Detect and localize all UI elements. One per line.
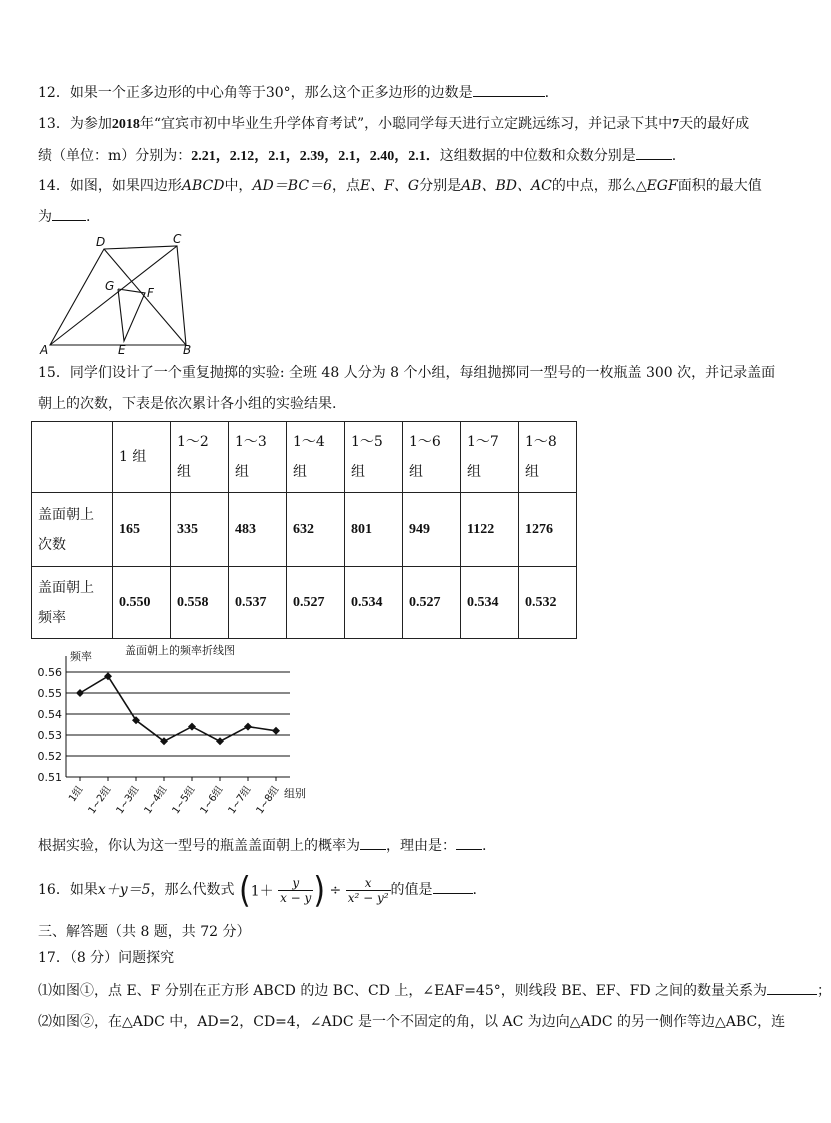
right-paren: ) xyxy=(313,869,326,911)
x-tick-label: 1~8组 xyxy=(254,784,282,817)
question-15-line2: 朝上的次数，下表是依次累计各小组的实验结果. xyxy=(38,396,337,412)
series-line xyxy=(80,676,276,741)
y-tick-label: 0.51 xyxy=(37,771,62,784)
frequency-table xyxy=(31,421,577,639)
data-point xyxy=(272,727,280,735)
question-13-line1: 13．为参加2018年“宜宾市初中毕业生升学体育考试”，小聪同学每天进行立定跳远练习，并记录下其中7天的最好成 xyxy=(38,116,750,132)
y-tick-label: 0.54 xyxy=(37,708,62,721)
table-row-counts: 盖面朝上 次数 165 335 483 632 801 949 1122 1276 xyxy=(32,493,577,567)
x-tick-label: 1~2组 xyxy=(86,784,114,817)
x-tick-label: 1~4组 xyxy=(142,784,170,817)
question-15-line1: 15．同学们设计了一个重复抛掷的实验: 全班 48 人分为 8 个小组，每组抛掷同一型号的一枚瓶盖 300 次，并记录盖面 xyxy=(38,365,776,381)
label-a: A xyxy=(40,343,49,357)
answer-blank xyxy=(52,206,86,221)
x-tick-label: 1~5组 xyxy=(170,784,198,817)
figure-14-quadrilateral xyxy=(38,232,198,357)
section-3-heading: 三、解答题（共 8 题，共 72 分） xyxy=(38,924,251,940)
x-tick-label: 1~7组 xyxy=(226,784,254,817)
answer-blank xyxy=(360,835,386,850)
left-paren: ( xyxy=(239,869,251,911)
table-corner-cell xyxy=(32,422,113,493)
label-g: G xyxy=(105,279,115,293)
question-16: 16．如果x＋y＝5，那么代数式 (1＋ $\frac{y}{x - y}$ ) ÷ $\frac{x}{\text{x² − y²}}$ 的值是 . xyxy=(38,869,477,911)
fraction-2: $\frac{x}{\text{x² − y²}}$ xyxy=(347,875,389,905)
question-17-title: 17．（8 分）问题探究 xyxy=(38,950,175,966)
triangle-egf xyxy=(118,289,145,341)
answer-blank xyxy=(473,82,545,97)
chart-xlabel: 组别 xyxy=(284,787,306,800)
expression: (1＋ $\frac{y}{x - y}$ ) ÷ $\frac{x}{\text{x² − y²}}$ xyxy=(239,869,389,911)
question-14-line2: 为 . xyxy=(38,206,90,227)
question-13-line2: 绩（单位：m）分别为：2.21，2.12，2.1，2.39，2.1，2.40，2.1．这组数据的中位数和众数分别是 . xyxy=(38,145,676,167)
answer-blank xyxy=(767,980,817,995)
x-tick-label: 1~3组 xyxy=(114,784,142,817)
x-tick-label: 1组 xyxy=(67,784,86,805)
y-tick-label: 0.55 xyxy=(37,687,62,700)
quadrilateral-abcd xyxy=(50,246,186,345)
answer-blank xyxy=(456,835,482,850)
diagonal-bd xyxy=(104,249,186,345)
data-point xyxy=(244,723,252,731)
y-tick-label: 0.56 xyxy=(37,666,62,679)
fraction-1: $\frac{y}{x - y}$ xyxy=(280,875,312,905)
answer-blank xyxy=(636,145,672,160)
label-e: E xyxy=(118,343,126,357)
table-row-frequency: 盖面朝上 频率 0.550 0.558 0.537 0.527 0.534 0.527 0.534 0.532 xyxy=(32,567,577,639)
data-point xyxy=(216,737,224,745)
question-15-answer: 根据实验，你认为这一型号的瓶盖盖面朝上的概率为 ，理由是： . xyxy=(38,835,486,856)
y-tick-label: 0.53 xyxy=(37,729,62,742)
question-17-part1: ⑴如图①，点 E、F 分别在正方形 ABCD 的边 BC、CD 上，∠EAF=45°，则线段 BE、EF、FD 之间的数量关系为 ； xyxy=(38,980,831,1001)
x-tick-label: 1~6组 xyxy=(198,784,226,817)
question-12: 12．如果一个正多边形的中心角等于30°，那么这个正多边形的边数是 . xyxy=(38,82,549,103)
data-point xyxy=(76,689,84,697)
frequency-line-chart xyxy=(30,640,330,825)
table-header-row: 1 组 1～2 组 1～3 组 1～4 组 1～5 组 1～6 组 1～7 组 1～8 组 xyxy=(32,422,577,493)
y-tick-label: 0.52 xyxy=(37,750,62,763)
chart-ylabel: 频率 xyxy=(70,650,92,663)
question-17-part2: ⑵如图②，在△ADC 中，AD=2，CD=4，∠ADC 是一个不固定的角，以 AC 为边向△ADC 的另一侧作等边△ABC，连 xyxy=(38,1014,786,1030)
data-point xyxy=(104,672,112,680)
label-f: F xyxy=(147,286,154,300)
answer-blank xyxy=(433,879,473,894)
label-b: B xyxy=(183,343,192,357)
chart-title: 盖面朝上的频率折线图 xyxy=(125,644,235,657)
question-14-line1: 14．如图，如果四边形ABCD中，AD＝BC＝6，点E、F、G分别是AB、BD、AC的中点，那么△EGF面积的最大值 xyxy=(38,178,762,194)
label-d: D xyxy=(96,235,106,249)
data-point xyxy=(188,723,196,731)
label-c: C xyxy=(173,232,182,246)
